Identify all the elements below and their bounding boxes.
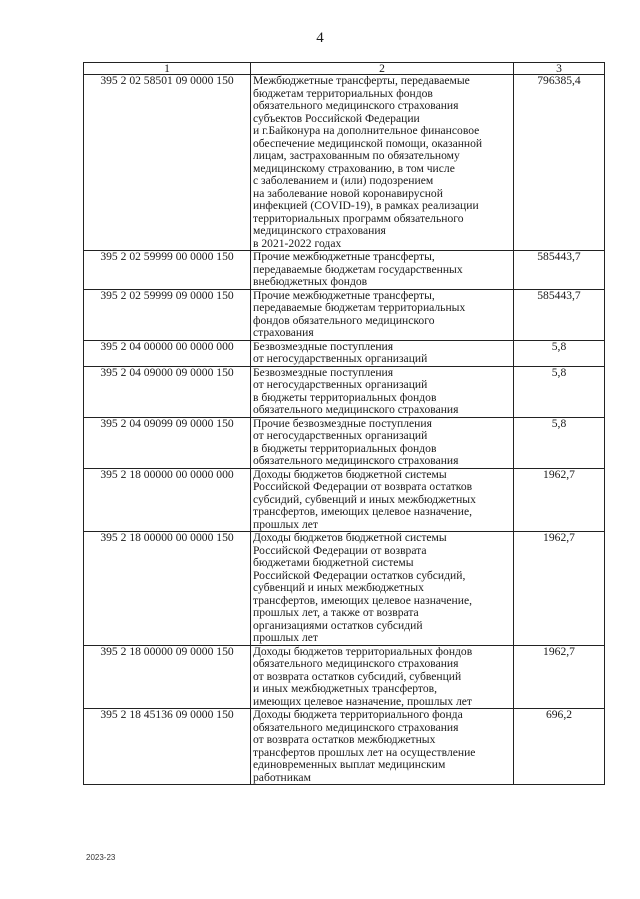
budget-code-cell: 395 2 18 45136 09 0000 150 <box>84 709 251 785</box>
description-line: прошлых лет <box>253 631 318 644</box>
description-line: единовременных выплат медицинским <box>253 758 446 771</box>
description-line: прошлых лет <box>253 517 318 531</box>
table-row <box>84 645 605 709</box>
description-cell <box>251 251 514 290</box>
description-line: в бюджеты территориальных фондов <box>253 441 437 455</box>
budget-code-cell: 395 2 04 00000 00 0000 000 <box>84 340 251 366</box>
amount-cell: 5,8 <box>514 366 605 417</box>
table-row <box>84 289 605 340</box>
amount-cell: 1962,7 <box>514 645 605 709</box>
description-line: бюджетами бюджетной системы <box>253 556 414 569</box>
description-line: фондов обязательного медицинского <box>253 313 435 327</box>
description-line: обязательного медицинского страхования <box>253 657 459 670</box>
description-line: и иных межбюджетных трансфертов, <box>253 682 437 695</box>
description-line: территориальных программ обязательного <box>253 211 464 225</box>
document-footer-code: 2023-23 <box>86 853 116 862</box>
description-line: субъектов Российской Федерации <box>253 111 420 125</box>
table-body <box>84 75 605 785</box>
description-line: субвенций и иных межбюджетных <box>253 581 424 594</box>
amount-cell: 5,8 <box>514 417 605 468</box>
budget-code-cell: 395 2 02 58501 09 0000 150 <box>84 75 251 251</box>
description-cell <box>251 532 514 646</box>
column-header-amount: 3 <box>514 63 605 75</box>
description-line: в 2021-2022 годах <box>253 236 342 250</box>
amount-cell: 1962,7 <box>514 468 605 532</box>
description-line: Доходы бюджетов территориальных фондов <box>253 644 473 658</box>
description-cell <box>251 289 514 340</box>
table-row <box>84 340 605 366</box>
description-line: в бюджеты территориальных фондов <box>253 390 437 404</box>
description-line: страхования <box>253 326 314 339</box>
description-line: трансфертов, имеющих целевое назначение, <box>253 505 473 518</box>
table-row <box>84 417 605 468</box>
description-cell <box>251 645 514 709</box>
amount-cell: 5,8 <box>514 340 605 366</box>
budget-code-cell: 395 2 18 00000 00 0000 000 <box>84 468 251 532</box>
description-cell <box>251 340 514 366</box>
amount-cell: 585443,7 <box>514 251 605 290</box>
budget-code-cell: 395 2 02 59999 00 0000 150 <box>84 251 251 290</box>
description-line: работникам <box>253 770 311 784</box>
amount-cell: 696,2 <box>514 709 605 785</box>
table-row <box>84 532 605 646</box>
description-line: Межбюджетные трансферты, передаваемые <box>253 74 470 87</box>
budget-code-cell: 395 2 18 00000 09 0000 150 <box>84 645 251 709</box>
description-line: Доходы бюджета территориального фонда <box>253 708 463 721</box>
description-line: Прочие межбюджетные трансферты, <box>253 288 435 302</box>
description-line: Прочие безвозмездные поступления <box>253 416 432 430</box>
description-line: от негосударственных организаций <box>253 429 428 442</box>
description-line: прошлых лет, а также от возврата <box>253 606 419 619</box>
amount-cell: 1962,7 <box>514 532 605 646</box>
description-line: на заболевание новой коронавирусной <box>253 186 443 200</box>
description-line: лицам, застрахованным по обязательному <box>253 149 460 162</box>
description-line: инфекцией (COVID-19), в рамках реализации <box>253 199 479 212</box>
table-row <box>84 468 605 532</box>
description-line: от возврата остатков межбюджетных <box>253 733 436 746</box>
description-line: Доходы бюджетов бюджетной системы <box>253 467 447 481</box>
description-line: трансфертов прошлых лет на осуществление <box>253 745 476 759</box>
description-cell <box>251 366 514 417</box>
budget-code-cell: 395 2 04 09099 09 0000 150 <box>84 417 251 468</box>
table-row <box>84 709 605 785</box>
description-line: Доходы бюджетов бюджетной системы <box>253 531 447 544</box>
description-line: субсидий, субвенций и иных межбюджетных <box>253 492 476 506</box>
table-header-row <box>84 63 605 75</box>
description-line: Безвозмездные поступления <box>253 365 394 379</box>
description-line: трансфертов, имеющих целевое назначение, <box>253 593 473 607</box>
description-line: обязательного медицинского страхования <box>253 454 459 467</box>
description-cell <box>251 417 514 468</box>
description-line: организациями остатков субсидий <box>253 618 423 632</box>
description-cell <box>251 468 514 532</box>
description-line: передаваемые бюджетам государственных <box>253 262 463 276</box>
amount-cell: 796385,4 <box>514 75 605 251</box>
description-cell <box>251 75 514 251</box>
description-line: обязательного медицинского страхования <box>253 720 459 734</box>
description-line: Российской Федерации от возврата остатков <box>253 480 473 493</box>
description-line: передаваемые бюджетам территориальных <box>253 301 466 314</box>
amount-cell: 585443,7 <box>514 289 605 340</box>
description-line: Безвозмездные поступления <box>253 339 394 353</box>
description-line: медицинскому страхованию, в том числе <box>253 161 455 175</box>
description-cell <box>251 709 514 785</box>
table-row <box>84 366 605 417</box>
description-line: медицинского страхования <box>253 224 386 237</box>
description-line: и г.Байконура на дополнительное финансовое <box>253 124 480 137</box>
description-line: с заболеванием и (или) подозрением <box>253 174 434 187</box>
description-line: внебюджетных фондов <box>253 275 368 288</box>
description-line: бюджетам территориальных фондов <box>253 86 433 100</box>
budget-code-cell: 395 2 18 00000 00 0000 150 <box>84 532 251 646</box>
description-line: от возврата остатков субсидий, субвенций <box>253 669 462 683</box>
table-row <box>84 75 605 251</box>
revenue-table <box>83 62 605 785</box>
column-header-code: 1 <box>84 63 251 75</box>
description-line: Российской Федерации от возврата <box>253 543 427 557</box>
description-line: обязательного медицинского страхования <box>253 403 459 416</box>
description-line: обеспечение медицинской помощи, оказанной <box>253 136 483 150</box>
table-row <box>84 251 605 290</box>
page-number: 4 <box>316 30 324 46</box>
description-line: имеющих целевое назначение, прошлых лет <box>253 694 472 708</box>
description-line: обязательного медицинского страхования <box>253 99 459 112</box>
budget-code-cell: 395 2 02 59999 09 0000 150 <box>84 289 251 340</box>
column-header-description: 2 <box>251 63 514 75</box>
description-line: от негосударственных организаций <box>253 378 428 391</box>
description-line: Прочие межбюджетные трансферты, <box>253 250 435 263</box>
description-line: от негосударственных организаций <box>253 352 428 365</box>
budget-code-cell: 395 2 04 09000 09 0000 150 <box>84 366 251 417</box>
description-line: Российской Федерации остатков субсидий, <box>253 568 466 582</box>
